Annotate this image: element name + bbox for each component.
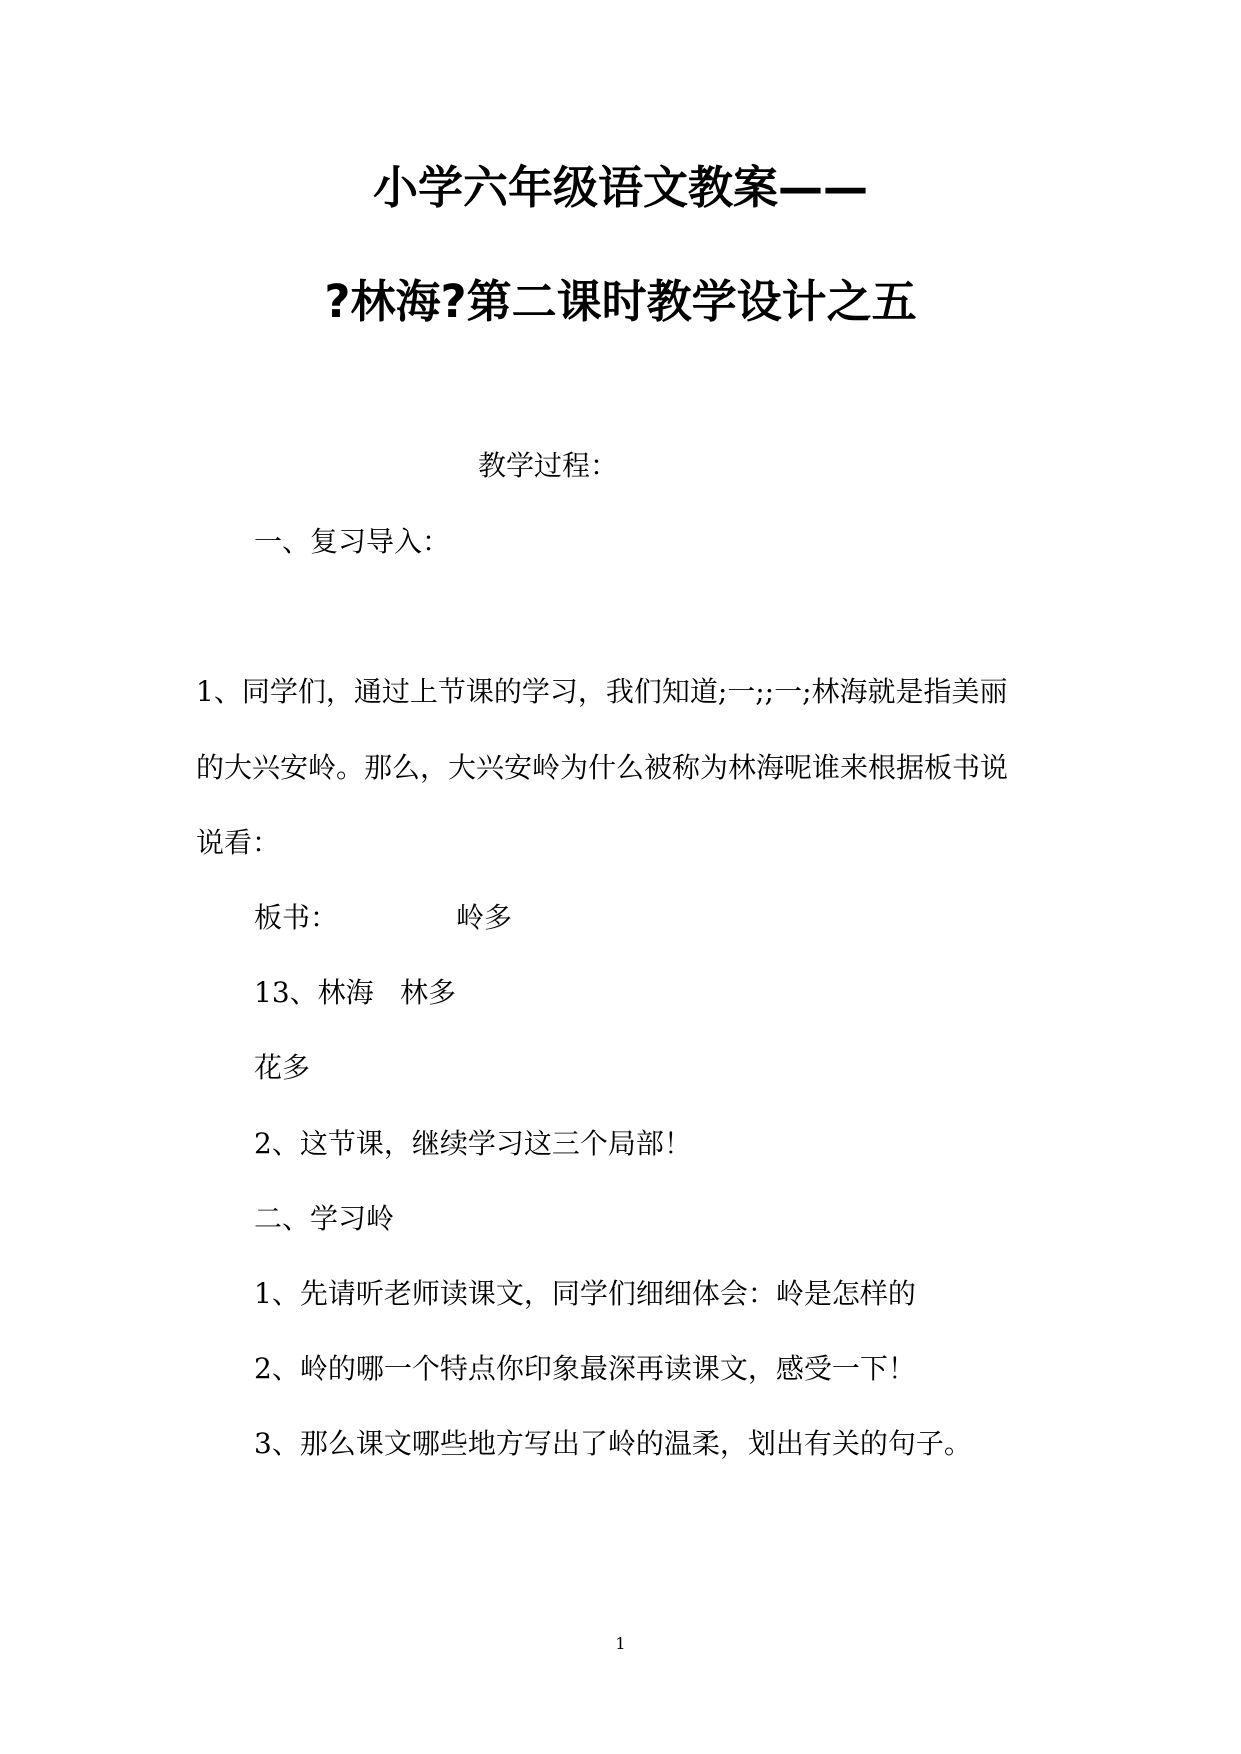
board-item-2: 林多 bbox=[400, 976, 457, 1009]
paragraph-1-line-3: 说看： bbox=[196, 826, 281, 859]
part-2-item-3: 3、那么课文哪些地方写出了岭的温柔，划出有关的句子。 bbox=[254, 1427, 972, 1460]
part-2-heading: 二、学习岭 bbox=[254, 1202, 395, 1235]
board-label: 板书： bbox=[254, 901, 339, 934]
board-item-3: 花多 bbox=[254, 1051, 311, 1084]
paragraph-1-line-1: 1、同学们，通过上节课的学习，我们知道;一;;一;林海就是指美丽 bbox=[196, 675, 1008, 708]
part-2-item-2: 2、岭的哪一个特点你印象最深再读课文，感受一下！ bbox=[254, 1352, 916, 1385]
title-line-1: 小学六年级语文教案—— bbox=[372, 161, 868, 214]
board-line-2-number: 13、林海 bbox=[254, 976, 374, 1009]
board-item-1: 岭多 bbox=[456, 901, 513, 934]
title-line-2: ?林海?第二课时教学设计之五 bbox=[324, 275, 917, 328]
paragraph-1-line-2: 的大兴安岭。那么，大兴安岭为什么被称为林海呢谁来根据板书说 bbox=[196, 751, 1009, 784]
page-number: 1 bbox=[615, 1634, 626, 1653]
part-2-item-1: 1、先请听老师读课文，同学们细细体会：岭是怎样的 bbox=[254, 1277, 916, 1310]
section-heading: 教学过程： bbox=[478, 449, 619, 482]
review-heading: 一、复习导入： bbox=[254, 525, 451, 558]
review-item-2: 2、这节课，继续学习这三个局部！ bbox=[254, 1127, 692, 1160]
